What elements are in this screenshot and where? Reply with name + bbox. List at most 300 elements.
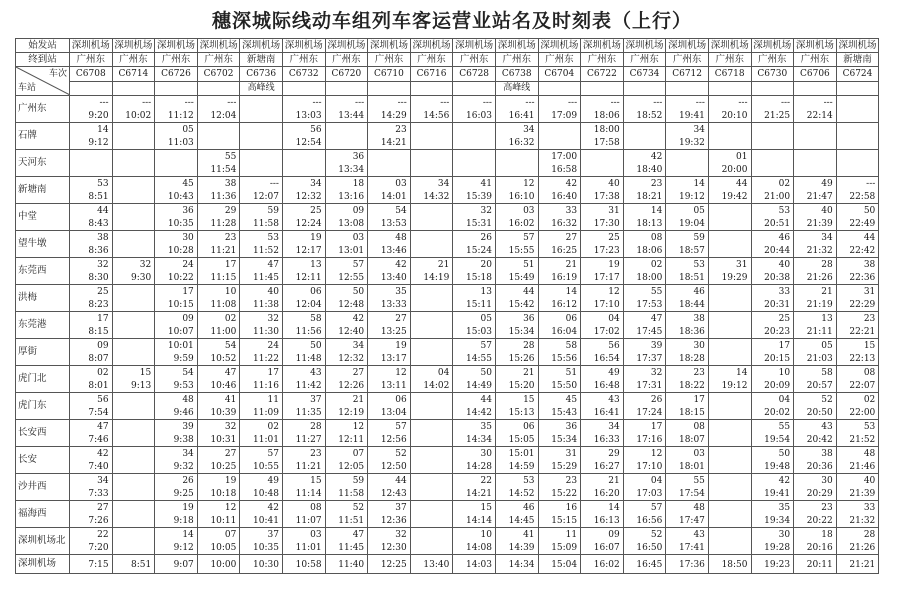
time-cell — [410, 501, 453, 528]
arrival-time: 03 — [693, 449, 705, 459]
arrival-time: 57 — [267, 449, 279, 459]
departure-time: 14:02 — [423, 381, 450, 391]
time-cell — [368, 474, 411, 501]
departure-time: 14:01 — [380, 192, 407, 202]
time-cell — [410, 528, 453, 555]
departure-time: 14:52 — [508, 489, 535, 499]
time-cell — [112, 393, 155, 420]
arrival-time: 34 — [97, 476, 109, 486]
terminus-cell: 广州东 — [666, 53, 709, 67]
departure-time: 21:26 — [849, 543, 876, 553]
departure-time: 19:32 — [678, 138, 705, 148]
time-cell — [666, 366, 709, 393]
departure-time: 9:25 — [173, 489, 194, 499]
time-cell — [368, 150, 411, 177]
departure-time: 13:16 — [338, 192, 365, 202]
time-cell — [495, 528, 538, 555]
departure-time: 16:41 — [508, 111, 535, 121]
arrival-time: 34 — [821, 233, 833, 243]
departure-time: 16:10 — [508, 192, 535, 202]
time-cell — [112, 474, 155, 501]
time-cell — [240, 312, 283, 339]
arrival-time: 50 — [352, 287, 365, 297]
time-cell — [708, 312, 751, 339]
time-cell — [368, 393, 411, 420]
arrival-time: 14 — [736, 368, 748, 378]
arrival-time: 42 — [97, 449, 109, 459]
departure-time: 18:13 — [636, 219, 663, 229]
time-cell — [708, 366, 751, 393]
arrival-time: 27 — [352, 368, 365, 378]
departure-time: 13:44 — [338, 111, 365, 121]
departure-time: 10:15 — [167, 300, 194, 310]
time-cell — [325, 528, 368, 555]
departure-time: 16:41 — [593, 408, 620, 418]
train-note — [794, 81, 837, 96]
arrival-time: 53 — [523, 476, 535, 486]
departure-time: 19:12 — [678, 192, 705, 202]
departure-time: 11:08 — [210, 300, 237, 310]
time-cell — [581, 420, 624, 447]
departure-time: 19:41 — [764, 489, 791, 499]
departure-time: 17:53 — [636, 300, 663, 310]
departure-time: 19:29 — [721, 273, 748, 283]
time-cell — [325, 204, 368, 231]
time-cell — [708, 474, 751, 501]
time-cell — [325, 312, 368, 339]
arrival-time: 46 — [693, 287, 705, 297]
time-cell — [538, 447, 581, 474]
departure-time: 15:29 — [551, 462, 578, 472]
arrival-time: 56 — [310, 125, 322, 135]
station-row — [16, 204, 879, 231]
time-cell — [751, 96, 794, 123]
time-cell — [368, 339, 411, 366]
time-cell — [581, 204, 624, 231]
departure-time: 11:54 — [210, 165, 237, 175]
time-cell — [836, 204, 879, 231]
time-cell — [368, 204, 411, 231]
time-cell — [836, 258, 879, 285]
station-row — [16, 312, 879, 339]
arrival-time: 25 — [778, 314, 791, 324]
departure-time: 22:07 — [849, 381, 876, 391]
departure-time: 10:07 — [167, 327, 194, 337]
station-row — [16, 258, 879, 285]
departure-time: 20:16 — [806, 543, 833, 553]
arrival-time: 34 — [608, 422, 620, 432]
station-name: 长安 — [16, 447, 70, 474]
arrival-time: 27 — [565, 233, 578, 243]
arrival-time: 59 — [267, 206, 279, 216]
time-cell — [197, 366, 240, 393]
arrival-time: 14 — [608, 503, 620, 513]
time-cell — [410, 366, 453, 393]
arrival-time: 15 — [863, 341, 876, 351]
arrival-time: --- — [184, 98, 194, 108]
time-cell — [538, 420, 581, 447]
arrival-time: 16 — [565, 503, 578, 513]
arrival-time: 10 — [224, 287, 237, 297]
train-note — [751, 81, 794, 96]
departure-time: 12:56 — [380, 435, 407, 445]
origin-cell: 深圳机场 — [70, 39, 113, 53]
arrival-time: 58 — [310, 314, 322, 324]
origin-cell: 深圳机场 — [112, 39, 155, 53]
arrival-time: 15:01 — [508, 449, 535, 459]
station-name: 长安西 — [16, 420, 70, 447]
departure-time: 11:22 — [253, 354, 279, 364]
train-note — [70, 81, 113, 96]
terminus-cell: 广州东 — [325, 53, 368, 67]
time-cell — [666, 123, 709, 150]
station-name: 东莞西 — [16, 258, 70, 285]
station-row — [16, 555, 879, 574]
departure-time: 11:14 — [295, 489, 322, 499]
arrival-time: 50 — [863, 206, 876, 216]
time-cell — [581, 177, 624, 204]
arrival-time: 15 — [139, 368, 152, 378]
time-cell — [70, 555, 113, 574]
terminus-cell: 广州东 — [751, 53, 794, 67]
terminus-cell: 广州东 — [155, 53, 198, 67]
departure-time: 16:27 — [593, 462, 620, 472]
time-cell — [112, 447, 155, 474]
time-cell — [240, 339, 283, 366]
time-cell — [623, 528, 666, 555]
arrival-time: 07 — [224, 530, 237, 540]
arrival-time: 02 — [778, 179, 791, 189]
departure-time: 16:20 — [593, 489, 620, 499]
departure-time: 10:35 — [167, 219, 194, 229]
time-cell — [240, 501, 283, 528]
time-cell — [325, 339, 368, 366]
arrival-time: 56 — [97, 395, 109, 405]
departure-time: 11:52 — [253, 246, 279, 256]
departure-time: 18:51 — [678, 273, 705, 283]
time-cell — [155, 528, 198, 555]
departure-time: 8:30 — [88, 273, 109, 283]
terminus-cell: 广州东 — [708, 53, 751, 67]
departure-time: 9:13 — [130, 381, 152, 391]
arrival-time: 06 — [395, 395, 407, 405]
arrival-time: 33 — [565, 206, 578, 216]
arrival-time: 02 — [224, 314, 237, 324]
departure-time: 8:51 — [130, 560, 152, 570]
arrival-time: 06 — [310, 287, 322, 297]
time-cell — [70, 447, 113, 474]
departure-time: 17:41 — [678, 543, 705, 553]
arrival-time: 57 — [395, 422, 407, 432]
arrival-time: 05 — [182, 125, 194, 135]
time-cell — [240, 393, 283, 420]
departure-time: 11:58 — [253, 219, 279, 229]
arrival-time: 44 — [480, 395, 492, 405]
time-cell — [836, 96, 879, 123]
time-cell — [325, 420, 368, 447]
arrival-time: 46 — [523, 503, 535, 513]
time-cell — [70, 204, 113, 231]
departure-time: 9:07 — [173, 560, 194, 570]
departure-time: 13:08 — [338, 219, 365, 229]
time-cell — [708, 420, 751, 447]
departure-time: 11:30 — [253, 327, 279, 337]
time-cell — [581, 150, 624, 177]
terminus-cell: 新塘南 — [836, 53, 879, 67]
departure-time: 20:22 — [806, 516, 833, 526]
departure-time: 21:32 — [849, 516, 876, 526]
departure-time: 10:43 — [167, 192, 194, 202]
departure-time: 15:13 — [508, 408, 535, 418]
time-cell — [453, 177, 496, 204]
time-cell — [538, 339, 581, 366]
arrival-time: 50 — [480, 368, 492, 378]
arrival-time: 43 — [608, 395, 620, 405]
arrival-time: 02 — [267, 422, 279, 432]
time-cell — [708, 258, 751, 285]
time-cell — [453, 555, 496, 574]
time-cell — [70, 123, 113, 150]
time-cell — [410, 312, 453, 339]
arrival-time: --- — [823, 98, 833, 108]
departure-time: 12:32 — [295, 192, 322, 202]
time-cell — [240, 177, 283, 204]
time-cell — [368, 312, 411, 339]
arrival-time: 23 — [650, 179, 663, 189]
time-cell — [708, 447, 751, 474]
departure-time: 11:00 — [210, 327, 237, 337]
time-cell — [623, 339, 666, 366]
departure-time: 15:11 — [466, 300, 492, 310]
departure-time: 18:44 — [678, 300, 705, 310]
time-cell — [197, 204, 240, 231]
arrival-time: 53 — [778, 206, 791, 216]
time-cell — [751, 528, 794, 555]
train-number: C6714 — [112, 67, 155, 82]
time-cell — [708, 393, 751, 420]
time-cell — [538, 312, 581, 339]
train-note — [155, 81, 198, 96]
station-row — [16, 96, 879, 123]
time-cell — [495, 96, 538, 123]
arrival-time: 42 — [395, 260, 407, 270]
arrival-time: 32 — [267, 314, 279, 324]
origin-row — [16, 39, 879, 53]
arrival-time: 12 — [650, 449, 663, 459]
arrival-time: 40 — [863, 476, 876, 486]
time-cell — [836, 339, 879, 366]
time-cell — [240, 420, 283, 447]
time-cell — [794, 366, 837, 393]
time-cell — [495, 474, 538, 501]
arrival-time: 04 — [650, 476, 663, 486]
departure-time: 11:48 — [295, 354, 322, 364]
departure-time: 12:43 — [380, 489, 407, 499]
time-cell — [751, 501, 794, 528]
time-cell — [70, 285, 113, 312]
departure-time: 11:16 — [253, 381, 279, 391]
arrival-time: 32 — [139, 260, 152, 270]
arrival-time: 14 — [693, 179, 705, 189]
arrival-time: 12 — [224, 503, 237, 513]
time-cell — [453, 393, 496, 420]
arrival-time: 12 — [395, 368, 407, 378]
arrival-time: 54 — [182, 368, 194, 378]
time-cell — [538, 366, 581, 393]
departure-time: 8:23 — [88, 300, 109, 310]
time-cell — [495, 177, 538, 204]
time-cell — [453, 528, 496, 555]
train-number: C6702 — [197, 67, 240, 82]
departure-time: 10:46 — [210, 381, 237, 391]
departure-time: 14:59 — [508, 462, 535, 472]
arrival-time: 09 — [182, 314, 194, 324]
arrival-time: 52 — [650, 530, 663, 540]
arrival-time: 39 — [650, 341, 663, 351]
time-cell — [240, 258, 283, 285]
station-row — [16, 528, 879, 555]
time-cell — [197, 393, 240, 420]
departure-time: 11:40 — [338, 560, 365, 570]
time-cell — [495, 285, 538, 312]
time-cell — [70, 258, 113, 285]
time-cell — [240, 366, 283, 393]
time-cell — [581, 528, 624, 555]
time-cell — [325, 123, 368, 150]
arrival-time: 18 — [352, 179, 365, 189]
departure-time: 20:57 — [806, 381, 833, 391]
train-note — [836, 81, 879, 96]
departure-time: 16:04 — [551, 327, 578, 337]
time-cell — [197, 150, 240, 177]
time-cell — [794, 150, 837, 177]
arrival-time: 25 — [310, 206, 322, 216]
arrival-time: 44 — [736, 179, 748, 189]
station-name: 福海西 — [16, 501, 70, 528]
departure-time: 9:46 — [173, 408, 194, 418]
departure-time: 18:28 — [678, 354, 705, 364]
arrival-time: --- — [525, 98, 535, 108]
arrival-time: 40 — [821, 206, 833, 216]
station-name: 沙井西 — [16, 474, 70, 501]
departure-time: 15:39 — [466, 192, 492, 202]
arrival-time: 21 — [565, 260, 578, 270]
time-cell — [708, 339, 751, 366]
departure-time: 9:12 — [88, 138, 109, 148]
time-cell — [282, 96, 325, 123]
time-cell — [794, 258, 837, 285]
time-cell — [666, 555, 709, 574]
time-cell — [708, 96, 751, 123]
origin-cell: 深圳机场 — [794, 39, 837, 53]
departure-time: 11:01 — [253, 435, 279, 445]
corner-cell — [16, 67, 70, 96]
arrival-time: 02 — [863, 395, 876, 405]
time-cell — [794, 177, 837, 204]
time-cell — [836, 393, 879, 420]
time-cell — [666, 150, 709, 177]
arrival-time: --- — [99, 98, 109, 108]
time-cell — [581, 285, 624, 312]
arrival-time: 47 — [352, 530, 365, 540]
time-cell — [325, 366, 368, 393]
departure-time: 8:36 — [88, 246, 109, 256]
departure-time: 12:05 — [338, 462, 365, 472]
train-number-row — [16, 67, 879, 82]
time-cell — [666, 204, 709, 231]
station-row — [16, 339, 879, 366]
arrival-time: --- — [397, 98, 407, 108]
departure-time: 18:22 — [678, 381, 705, 391]
departure-time: 11:03 — [167, 138, 194, 148]
time-cell — [197, 231, 240, 258]
arrival-time: 48 — [693, 503, 705, 513]
departure-time: 12:11 — [338, 435, 365, 445]
departure-time: 16:45 — [636, 560, 663, 570]
train-number: C6710 — [368, 67, 411, 82]
departure-time: 9:20 — [88, 111, 109, 121]
arrival-time: 52 — [395, 449, 407, 459]
time-cell — [155, 204, 198, 231]
time-cell — [751, 366, 794, 393]
arrival-time: 10 — [480, 530, 492, 540]
arrival-time: 17 — [693, 395, 705, 405]
arrival-time: 57 — [650, 503, 663, 513]
time-cell — [410, 231, 453, 258]
time-cell — [197, 312, 240, 339]
arrival-time: 37 — [310, 395, 322, 405]
time-cell — [623, 312, 666, 339]
arrival-time: 38 — [863, 260, 876, 270]
arrival-time: 47 — [267, 260, 279, 270]
time-cell — [453, 339, 496, 366]
arrival-time: 06 — [565, 314, 578, 324]
terminus-cell: 广州东 — [112, 53, 155, 67]
arrival-time: 14 — [565, 287, 578, 297]
departure-time: 10:05 — [210, 543, 237, 553]
time-cell — [155, 420, 198, 447]
arrival-time: 13 — [310, 260, 322, 270]
arrival-time: 48 — [182, 395, 194, 405]
time-cell — [112, 258, 155, 285]
arrival-time: 15 — [480, 503, 492, 513]
time-cell — [155, 474, 198, 501]
departure-time: 21:46 — [849, 462, 876, 472]
time-cell — [623, 177, 666, 204]
departure-time: 15:50 — [551, 381, 578, 391]
departure-time: 15:49 — [508, 273, 535, 283]
arrival-time: 08 — [693, 422, 705, 432]
departure-time: 22:29 — [849, 300, 876, 310]
departure-time: 15:56 — [551, 354, 578, 364]
time-cell — [368, 177, 411, 204]
time-cell — [836, 555, 879, 574]
time-cell — [666, 528, 709, 555]
train-note — [453, 81, 496, 96]
page-title: 穗深城际线动车组列车客运营业站名及时刻表（上行） — [211, 10, 692, 32]
departure-time: 11:07 — [295, 516, 322, 526]
time-cell — [666, 177, 709, 204]
departure-time: 17:03 — [636, 489, 663, 499]
time-cell — [325, 231, 368, 258]
departure-time: 18:50 — [721, 560, 748, 570]
time-cell — [155, 339, 198, 366]
train-number: C6726 — [155, 67, 198, 82]
departure-time: 11:12 — [167, 111, 194, 121]
arrival-time: 13 — [480, 287, 492, 297]
time-cell — [155, 366, 198, 393]
terminus-cell: 广州东 — [581, 53, 624, 67]
